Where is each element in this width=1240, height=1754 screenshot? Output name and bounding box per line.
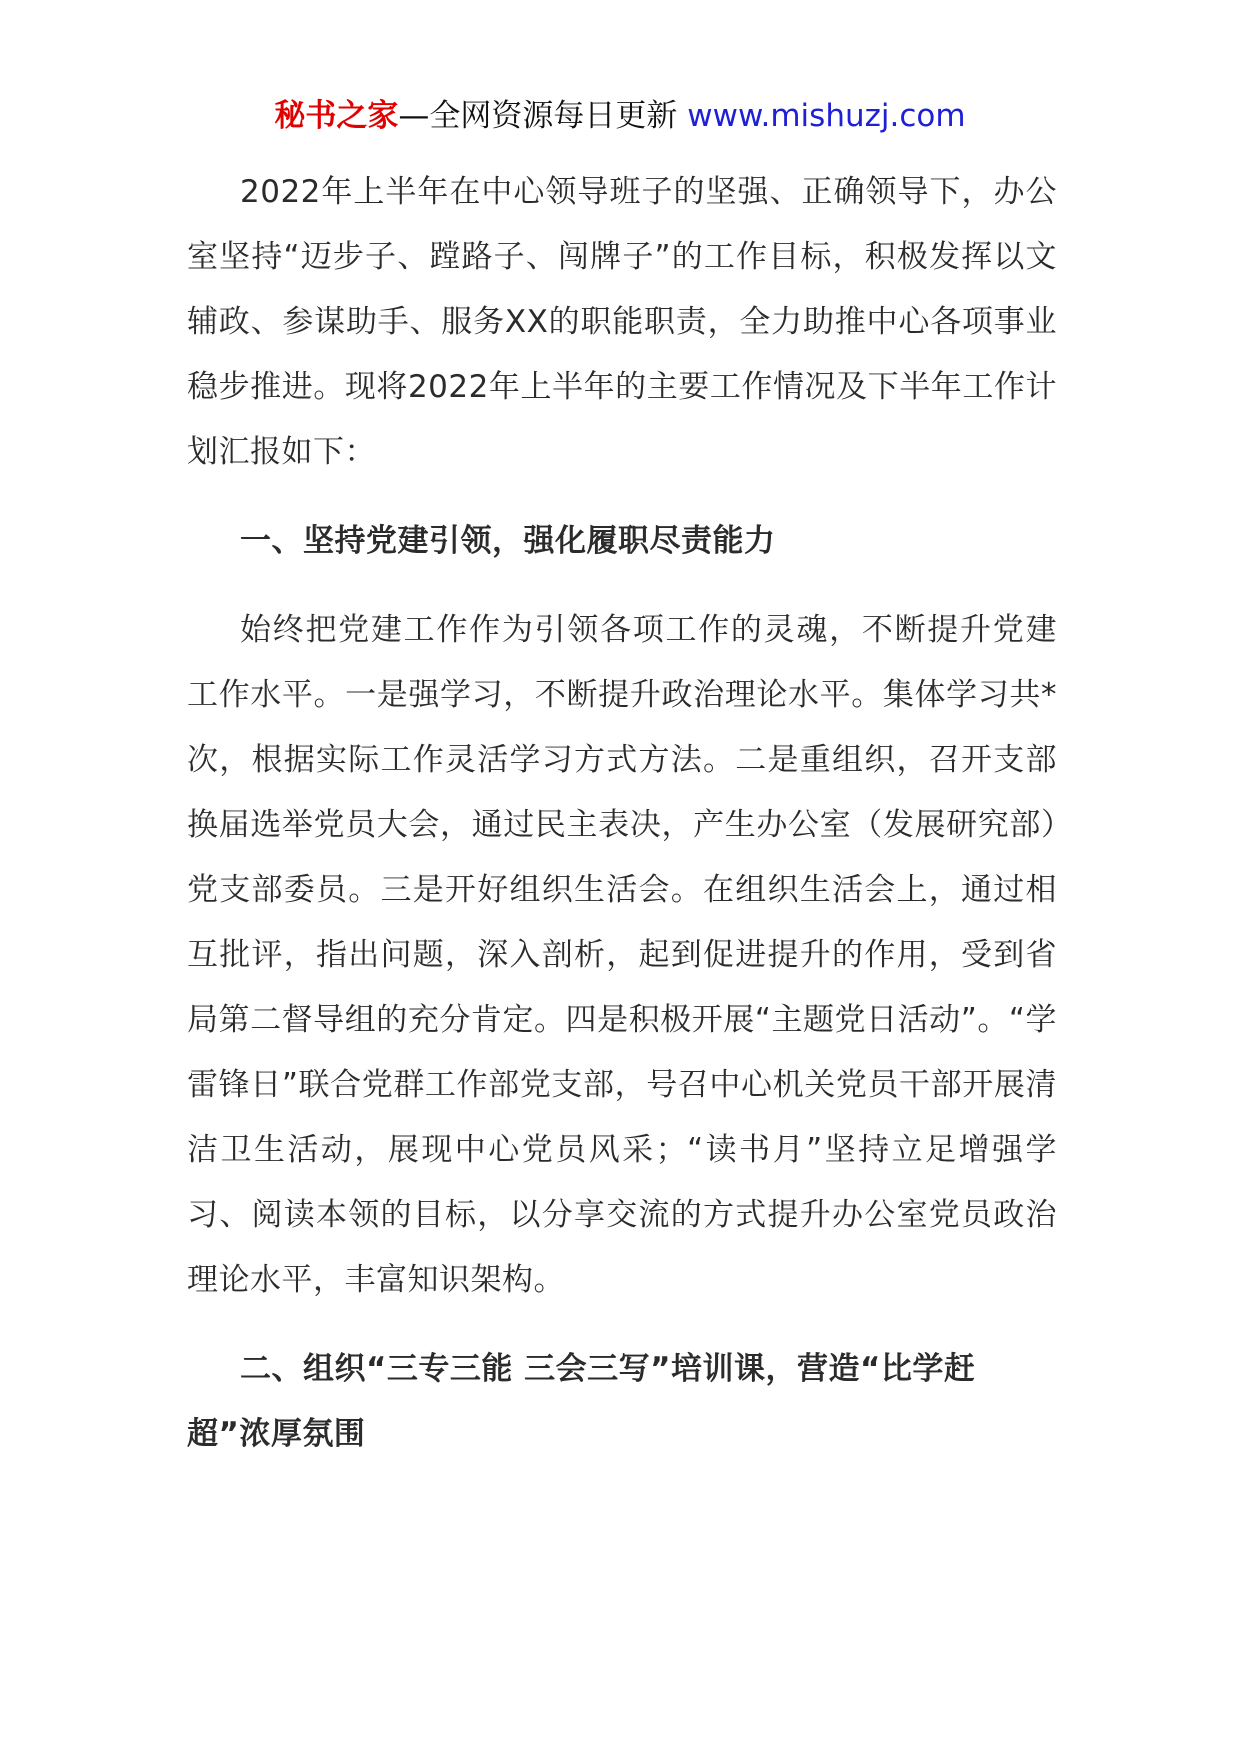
site-tagline: —全网资源每日更新 bbox=[398, 98, 688, 134]
site-brand: 秘书之家 bbox=[274, 98, 399, 134]
paragraph-spacer bbox=[187, 574, 1057, 598]
site-url-link[interactable]: www.mishuzj.com bbox=[687, 98, 966, 134]
section-1-heading: 一、坚持党建引领，强化履职尽责能力 bbox=[240, 523, 776, 559]
paragraph-spacer bbox=[187, 485, 1057, 509]
site-banner bbox=[0, 96, 1240, 136]
document-body bbox=[187, 160, 1057, 1467]
section-2-heading: 二、组织“三专三能 三会三写”培训课，营造“比学赶超”浓厚氛围 bbox=[187, 1351, 976, 1452]
section-1-paragraph: 始终把党建工作作为引领各项工作的灵魂，不断提升党建工作水平。一是强学习，不断提升政治理论水平。集体学习共*次，根据实际工作灵活学习方式方法。二是重组织，召开支部换届选举党员大会，通过民主表决，产生办公室（发展研究部）党支部委员。三是开好组织生活会。在组织生活会上，通过相互批评，指出问题，深入剖析，起到促进提升的作用，受到省局第二督导组的充分肯定。四是积极开展“主题党日活动”。“学雷锋日”联合党群工作部党支部，号召中心机关党员干部开展清洁卫生活动，展现中心党员风采；“读书月”坚持立足增强学习、阅读本领的目标，以分享交流的方式提升办公室党员政治理论水平，丰富知识架构。 bbox=[187, 612, 1057, 1298]
intro-paragraph: 2022年上半年在中心领导班子的坚强、正确领导下，办公室坚持“迈步子、蹚路子、闯牌子”的工作目标，积极发挥以文辅政、参谋助手、服务XX的职能职责，全力助推中心各项事业稳步推进。现将2022年上半年的主要工作情况及下半年工作计划汇报如下： bbox=[187, 174, 1057, 470]
paragraph-spacer bbox=[187, 1313, 1057, 1337]
